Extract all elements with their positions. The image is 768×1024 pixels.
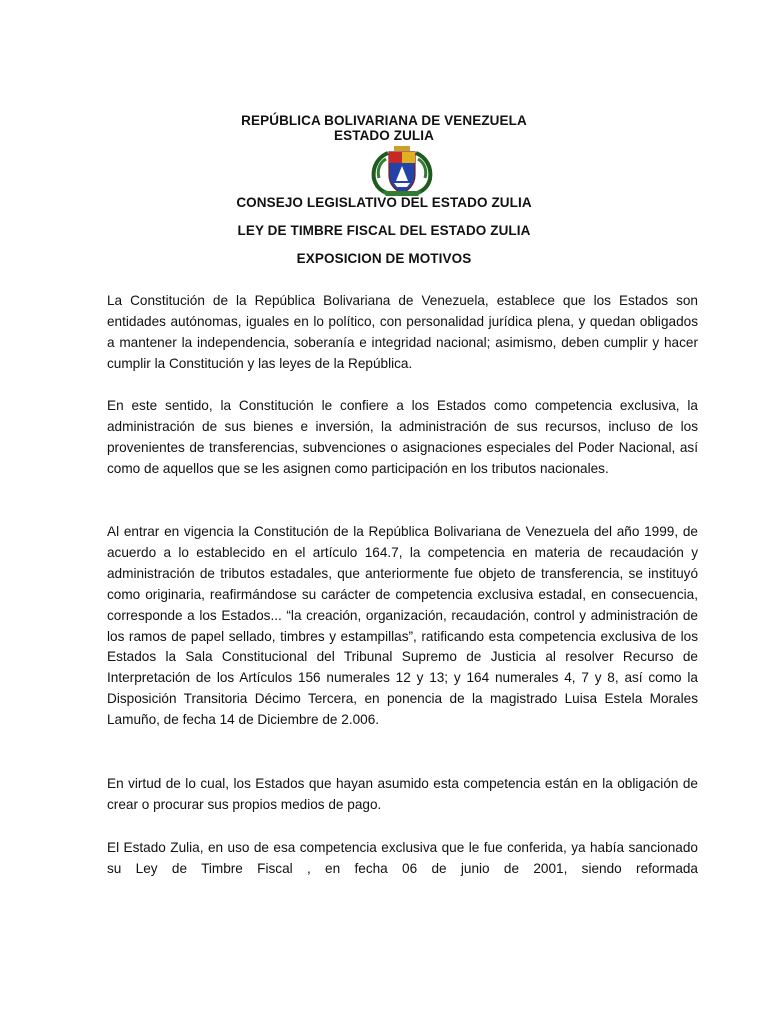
header-state: ESTADO ZULIA <box>334 128 434 143</box>
council-title: CONSEJO LEGISLATIVO DEL ESTADO ZULIA <box>236 195 532 210</box>
paragraph-2: En este sentido, la Constitución le confiere a los Estados como competencia exclusiva, la administración de sus bienes e inversión, la administración de sus recursos, incluso de los provenientes de transferencias, subvenciones o asignaciones especiales del Poder Nacional, así como de aquellos que se les asignen como participación en los tributos nacionales. <box>107 398 698 476</box>
law-title: LEY DE TIMBRE FISCAL DEL ESTADO ZULIA <box>237 223 531 238</box>
paragraph-1: La Constitución de la República Bolivariana de Venezuela, establece que los Estados son entidades autónomas, iguales en lo político, con personalidad jurídica plena, y quedan obligados a mantener la independencia, soberanía e integridad nacional; asimismo, deben cumplir y hacer cumplir la Constitución y las leyes de la República. <box>107 293 698 371</box>
section-title: EXPOSICION DE MOTIVOS <box>296 251 472 266</box>
paragraph-3: Al entrar en vigencia la Constitución de la República Bolivariana de Venezuela del año 1999, de acuerdo a lo establecido en el artículo 164.7, la competencia en materia de recaudación y administración de tributos estadales, que anteriormente fue objeto de transferencia, se instituyó como originaria, reafirmándose su carácter de competencia exclusiva estadal, en consecuencia, corresponde a los Estados... “la creación, organización, recaudación, control y administración de los ramos de papel sellado, timbres y estampillas”, ratificando esta competencia exclusiva de los Estados la Sala Constitucional del Tribunal Supremo de Justicia al resolver Recurso de Interpretación de los Artículos 156 numerales 12 y 13; y 164 numerales 4, 7 y 8, así como la Disposición Transitoria Décimo Tercera, en ponencia de la magistrado Luisa Estela Morales Lamuño, de fecha 14 de Diciembre de 2.006. <box>107 524 698 728</box>
header-republic: REPÚBLICA BOLIVARIANA DE VENEZUELA <box>241 113 527 128</box>
coat-of-arms-icon <box>368 145 436 197</box>
paragraph-5: El Estado Zulia, en uso de esa competencia exclusiva que le fue conferida, ya había sancionado su Ley de Timbre Fiscal , en fecha 06 de junio de 2001, siendo reformada <box>107 840 698 876</box>
paragraph-4: En virtud de lo cual, los Estados que hayan asumido esta competencia están en la obligación de crear o procurar sus propios medios de pago. <box>107 776 698 812</box>
